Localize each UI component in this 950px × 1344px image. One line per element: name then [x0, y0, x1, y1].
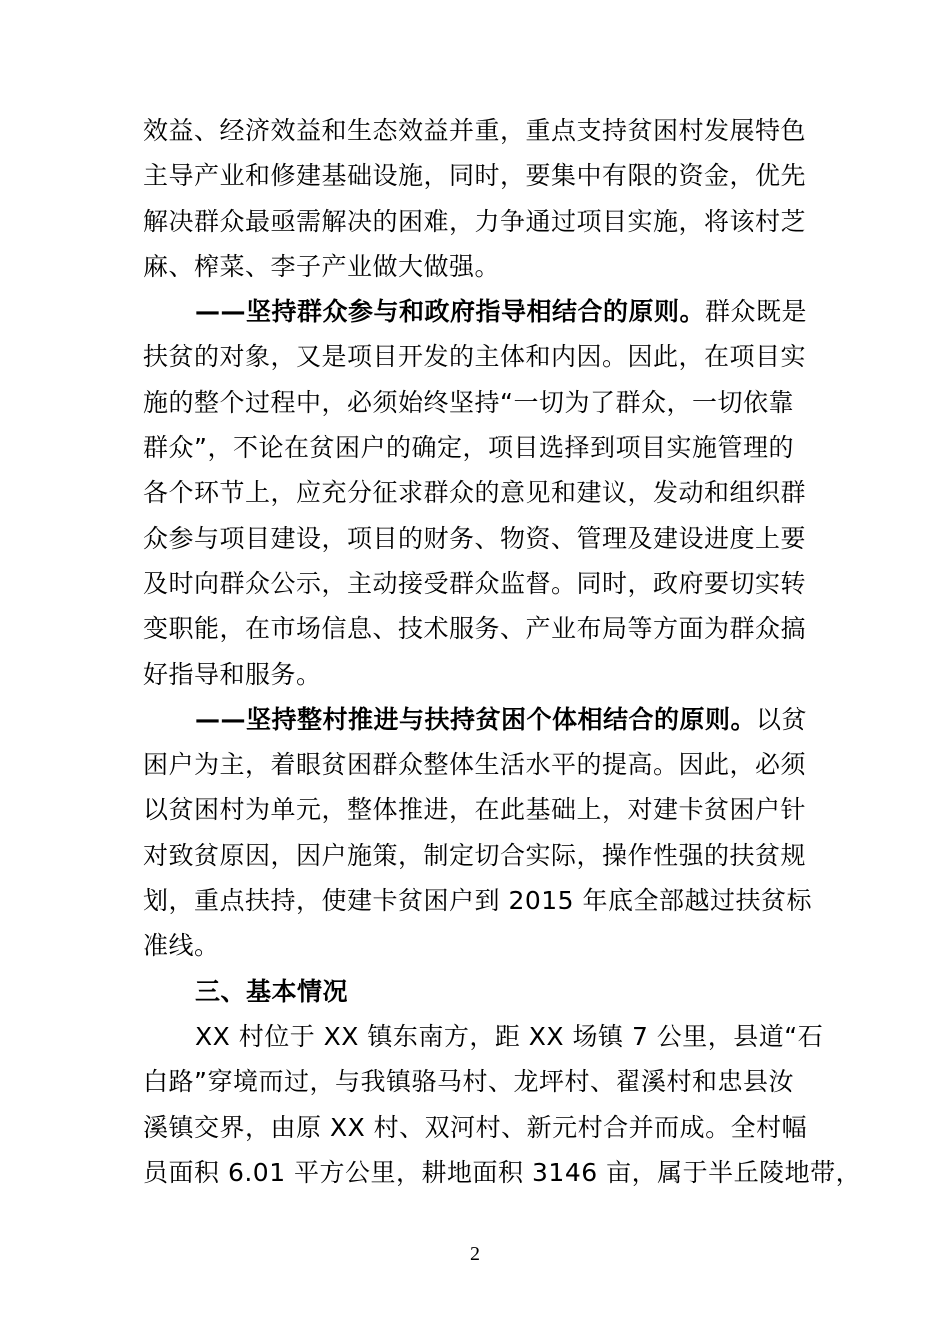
paragraph-line: 各个环节上，应充分征求群众的意见和建议，发动和组织群	[143, 478, 807, 508]
paragraph-line: 员面积 6.01 平方公里，耕地面积 3146 亩，属于半丘陵地带，	[143, 1157, 862, 1187]
paragraph-line: 白路”穿境而过，与我镇骆马村、龙坪村、翟溪村和忠县汝	[143, 1067, 794, 1097]
paragraph-line: 主导产业和修建基础设施，同时，要集中有限的资金，优先	[143, 161, 807, 191]
paragraph-text: 以贫	[756, 704, 808, 734]
page-number: 2	[470, 1243, 480, 1265]
paragraph-line: XX 村位于 XX 镇东南方，距 XX 场镇 7 公里，县道“石	[195, 1021, 824, 1051]
principle-paragraph-first-line	[143, 289, 811, 334]
principle-paragraph-first-line	[143, 697, 811, 742]
paragraph-line: 准线。	[143, 931, 220, 961]
paragraph-line: 划，重点扶持，使建卡贫困户到 2015 年底全部越过扶贫标	[143, 886, 813, 916]
paragraph-line: 群众”，不论在贫困户的确定，项目选择到项目实施管理的	[143, 433, 794, 463]
paragraph-line: 变职能，在市场信息、技术服务、产业布局等方面为群众搞	[143, 614, 807, 644]
principle-title: ——坚持整村推进与扶持贫困个体相结合的原则。	[195, 704, 757, 734]
section-heading: 三、基本情况	[195, 976, 349, 1006]
paragraph-line: 施的整个过程中，必须始终坚持“一切为了群众，一切依靠	[143, 387, 794, 417]
paragraph-line: 麻、榨菜、李子产业做大做强。	[143, 251, 501, 281]
body-text	[143, 108, 862, 1195]
paragraph-line: 以贫困村为单元，整体推进，在此基础上，对建卡贫困户针	[143, 795, 807, 825]
paragraph-line: 对致贫原因，因户施策，制定切合实际，操作性强的扶贫规	[143, 840, 807, 870]
paragraph-line: 扶贫的对象，又是项目开发的主体和内因。因此，在项目实	[143, 342, 807, 372]
paragraph-line: 困户为主，着眼贫困群众整体生活水平的提高。因此，必须	[143, 750, 807, 780]
paragraph-line: 效益、经济效益和生态效益并重，重点支持贫困村发展特色	[143, 116, 807, 145]
paragraph-line: 及时向群众公示，主动接受群众监督。同时，政府要切实转	[143, 568, 807, 598]
paragraph-line: 解决群众最亟需解决的困难，力争通过项目实施，将该村芝	[143, 206, 807, 236]
paragraph-line: 溪镇交界，由原 XX 村、双河村、新元村合并而成。全村幅	[143, 1112, 808, 1142]
paragraph-line: 众参与项目建设，项目的财务、物资、管理及建设进度上要	[143, 523, 807, 553]
principle-title: ——坚持群众参与和政府指导相结合的原则。	[195, 297, 706, 327]
paragraph-text: 群众既是	[705, 297, 808, 327]
paragraph-line: 好指导和服务。	[143, 659, 322, 689]
